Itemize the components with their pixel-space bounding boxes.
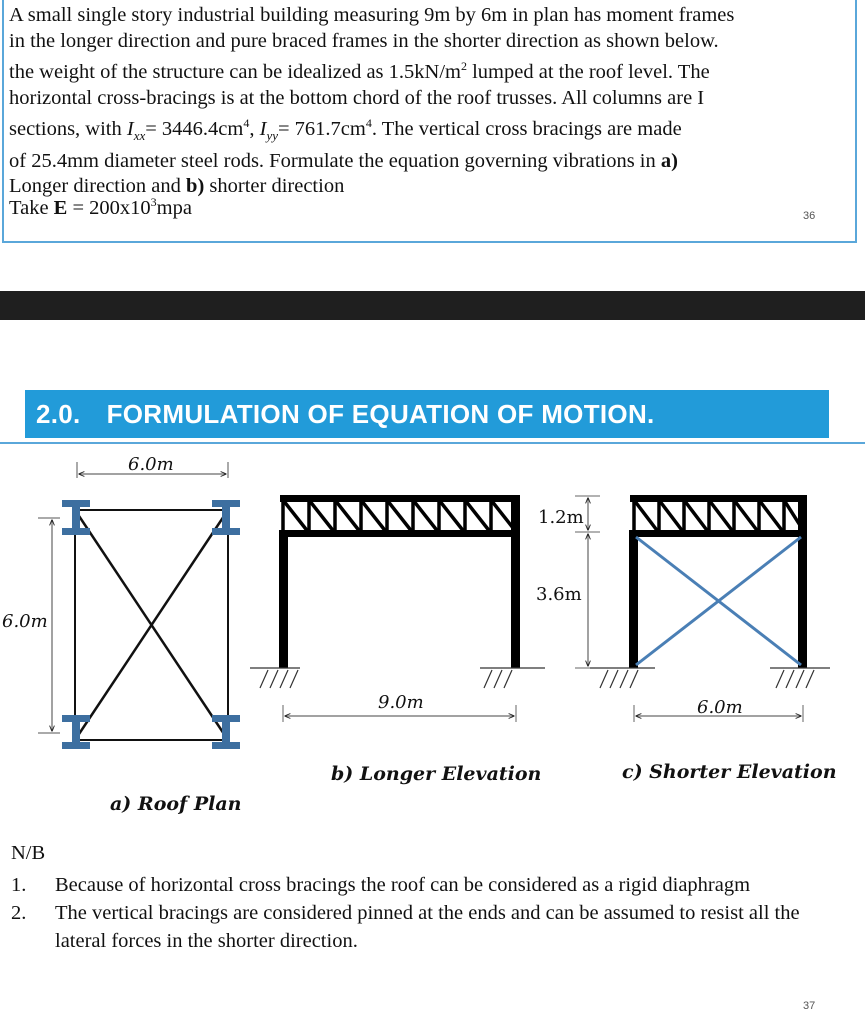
structural-figure: [0, 440, 865, 830]
shorter-span-label: 6.0m: [697, 697, 743, 718]
shorter-elevation-caption: c) Shorter Elevation: [622, 761, 837, 783]
section-title: FORMULATION OF EQUATION OF MOTION.: [106, 399, 655, 429]
truss-height-label: 1.2m: [538, 507, 584, 528]
i-section-bottom-right: [212, 715, 240, 749]
longer-elevation: [250, 495, 600, 785]
page-number-bottom: 37: [803, 1000, 816, 1012]
note-text: The vertical bracings are considered pinned at the ends and can be assumed to resist all the lateral forces in the shorter direction.: [55, 902, 800, 952]
problem-statement: A small single story industrial building measuring 9m by 6m in plan has moment frames in the longer direction and pure braced frames in the shorter direction as shown below. the weight of the structure can be idealized as $1.5kN/m^2$ lumped at the roof level. The horizontal cross-bracings is at the bottom chord of the roof trusses. All columns are I sections, with $I_{xx}= 3446.4cm^4$, $I_{yy}= 761.7cm^4$. The vertical cross bracings are made of 25.4mm diameter steel rods. Formulate the equation governing vibrations in a) Longer direction and b) shorter direction: [9, 4, 735, 198]
note-marker: 1.: [11, 873, 27, 896]
slide-separator: [0, 291, 865, 320]
note-text: Because of horizontal cross bracings the roof can be considered as a rigid diaphragm: [55, 873, 751, 896]
iyy-symbol: $I_{yy}$: [259, 118, 278, 144]
note-item: [11, 900, 851, 955]
ixx-symbol: $I_{xx}$: [126, 118, 146, 144]
youngs-modulus-line: Take $E = 200x10^3mpa$: [9, 195, 192, 219]
longer-elevation-caption: b) Longer Elevation: [331, 763, 542, 785]
notes-block: [11, 840, 851, 956]
roof-plan: [2, 454, 241, 815]
notes-list: [11, 872, 851, 956]
page-number-top: 36: [803, 210, 816, 222]
i-section-bottom-left: [62, 715, 90, 749]
column-height-label: 3.6m: [536, 584, 582, 605]
section-heading: [25, 390, 829, 438]
shorter-elevation: [590, 495, 837, 783]
notes-title: N/B: [11, 842, 46, 864]
section-number: 2.0.: [36, 399, 81, 429]
roof-plan-width-label: 6.0m: [128, 454, 174, 475]
note-item: [11, 872, 851, 900]
i-section-top-right: [212, 500, 240, 535]
longer-span-label: 9.0m: [378, 692, 424, 713]
i-section-top-left: [62, 500, 90, 535]
note-marker: 2.: [11, 902, 27, 924]
roof-plan-caption: a) Roof Plan: [110, 793, 242, 815]
roof-plan-height-label: 6.0m: [2, 611, 48, 632]
